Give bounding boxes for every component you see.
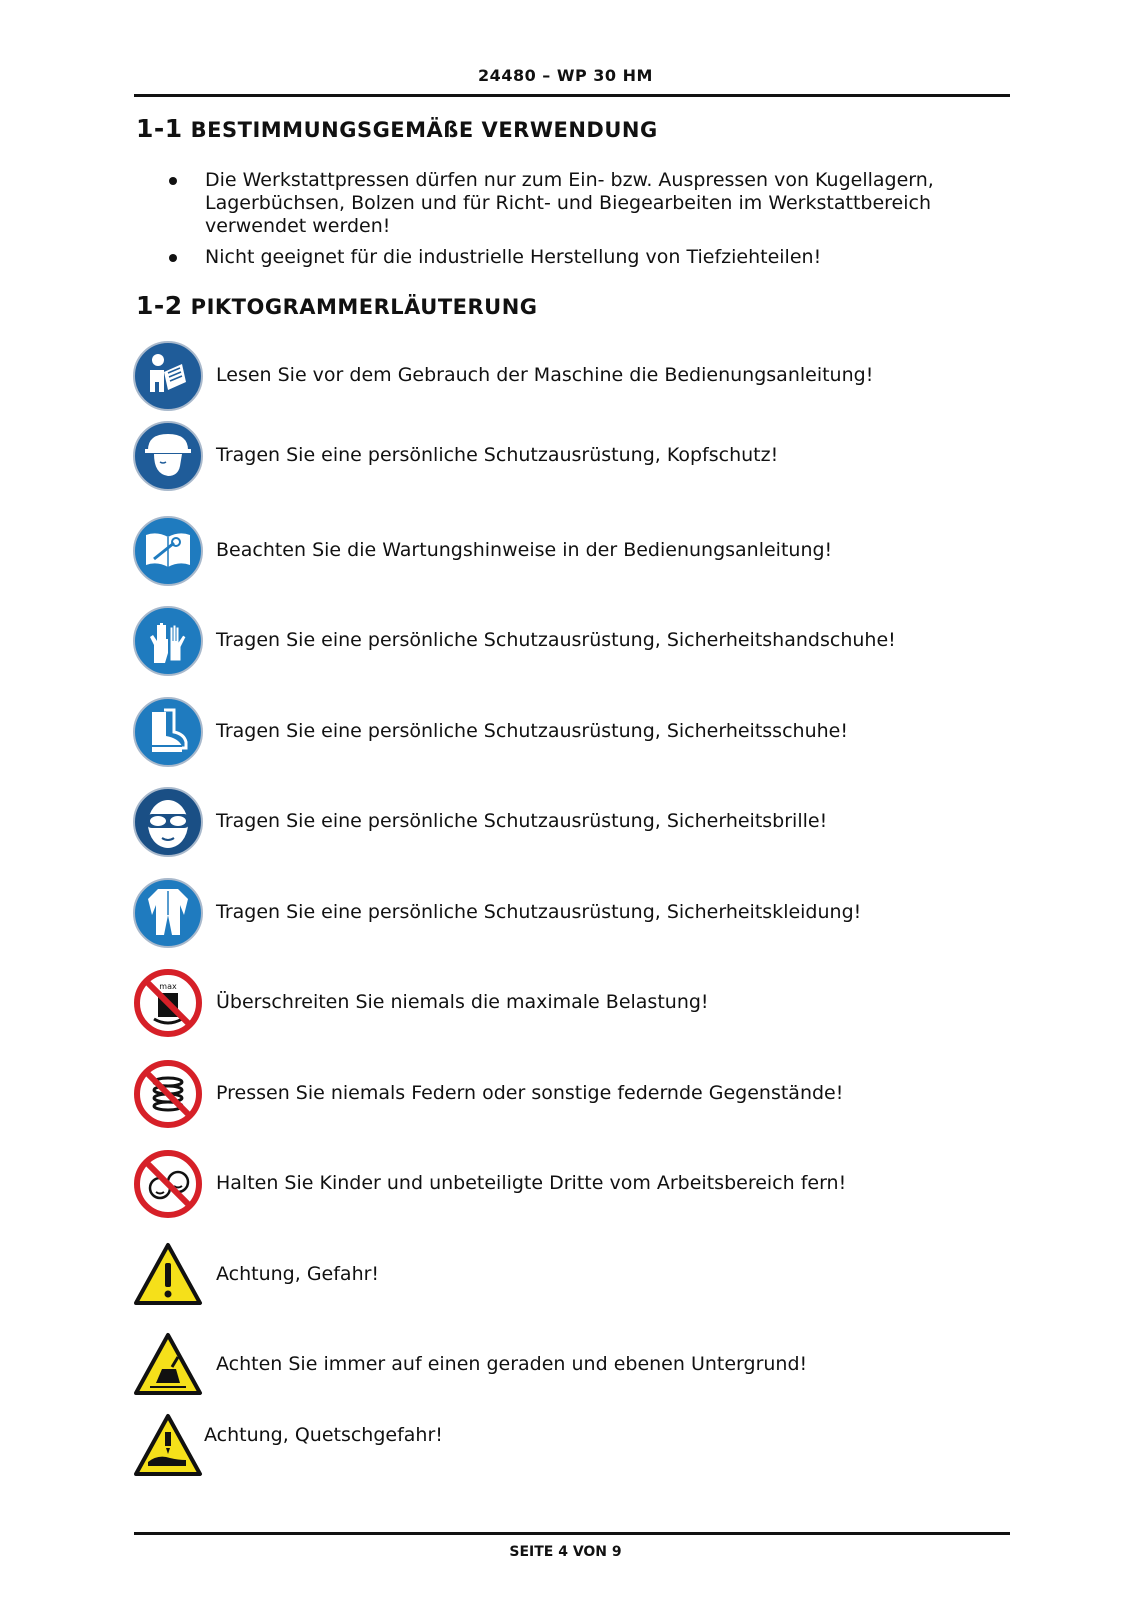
safety-gloves-icon	[132, 605, 204, 677]
intended-use-list	[163, 169, 953, 277]
safety-goggles-icon	[132, 786, 204, 858]
pictogram-row	[132, 1329, 1012, 1401]
pictogram-text: Beachten Sie die Wartungshinweise in der Bedienungsanleitung!	[216, 539, 833, 561]
protective-clothing-icon	[132, 877, 204, 949]
document-header-title: 24480 – WP 30 HM	[478, 66, 653, 85]
crush-hazard-icon	[132, 1410, 204, 1482]
no-overload-icon	[132, 967, 204, 1039]
section-2-number: 1-2	[136, 291, 183, 320]
pictogram-row	[132, 515, 1012, 587]
footer-rule	[134, 1532, 1010, 1535]
maintenance-manual-icon	[132, 515, 204, 587]
section-1-title: BESTIMMUNGSGEMÄßE VERWENDUNG	[190, 118, 658, 142]
section-1-heading	[136, 114, 658, 143]
bullet-icon	[169, 177, 177, 185]
safety-boots-icon	[132, 696, 204, 768]
section-2-heading	[136, 291, 538, 320]
list-item: Die Werkstattpressen dürfen nur zum Ein- bzw. Auspressen von Kugellagern, Lagerbüchsen, Bolzen und für Richt- und Biegearbeiten im Werkstattbereich verwendet werden!	[163, 169, 953, 238]
pictogram-text: Tragen Sie eine persönliche Schutzausrüstung, Sicherheitskleidung!	[216, 901, 862, 923]
pictogram-text: Tragen Sie eine persönliche Schutzausrüstung, Kopfschutz!	[216, 444, 779, 466]
pictogram-row	[132, 696, 1012, 768]
pictogram-text: Achten Sie immer auf einen geraden und ebenen Untergrund!	[216, 1353, 808, 1375]
section-1-number: 1-1	[136, 114, 183, 143]
pictogram-row	[132, 1239, 1012, 1311]
pictogram-text: Tragen Sie eine persönliche Schutzausrüstung, Sicherheitsbrille!	[216, 810, 828, 832]
pictogram-row	[132, 420, 1012, 492]
pictogram-row	[132, 967, 1012, 1039]
pictogram-text: Tragen Sie eine persönliche Schutzausrüstung, Sicherheitsschuhe!	[216, 720, 848, 742]
pictogram-text: Tragen Sie eine persönliche Schutzausrüstung, Sicherheitshandschuhe!	[216, 629, 896, 651]
page-number: SEITE 4 VON 9	[509, 1544, 622, 1560]
pictogram-text: Überschreiten Sie niemals die maximale Belastung!	[216, 991, 709, 1013]
head-protection-icon	[132, 420, 204, 492]
bullet-icon	[169, 254, 177, 262]
pictogram-text: Halten Sie Kinder und unbeteiligte Dritte vom Arbeitsbereich fern!	[216, 1172, 847, 1194]
read-manual-icon	[132, 340, 204, 412]
pictogram-text: Lesen Sie vor dem Gebrauch der Maschine die Bedienungsanleitung!	[216, 364, 874, 386]
pictogram-text: Achtung, Quetschgefahr!	[204, 1424, 443, 1446]
pictogram-text: Pressen Sie niemals Federn oder sonstige federnde Gegenstände!	[216, 1082, 844, 1104]
pictogram-row	[132, 340, 1012, 412]
no-children-icon	[132, 1148, 204, 1220]
section-2-title: PIKTOGRAMMERLÄUTERUNG	[190, 295, 538, 319]
general-danger-icon	[132, 1239, 204, 1311]
pictogram-row	[132, 877, 1012, 949]
pictogram-row	[132, 605, 1012, 677]
pictogram-row	[132, 1058, 1012, 1130]
list-item: Nicht geeignet für die industrielle Herstellung von Tiefziehteilen!	[163, 246, 953, 269]
level-ground-icon	[132, 1329, 204, 1401]
pictogram-text: Achtung, Gefahr!	[216, 1263, 380, 1285]
pictogram-row	[132, 786, 1012, 858]
svg-text:max: max	[159, 982, 177, 991]
header-rule	[134, 94, 1010, 97]
pictogram-row	[132, 1148, 1012, 1220]
pictogram-row	[132, 1410, 1012, 1482]
no-springs-icon	[132, 1058, 204, 1130]
